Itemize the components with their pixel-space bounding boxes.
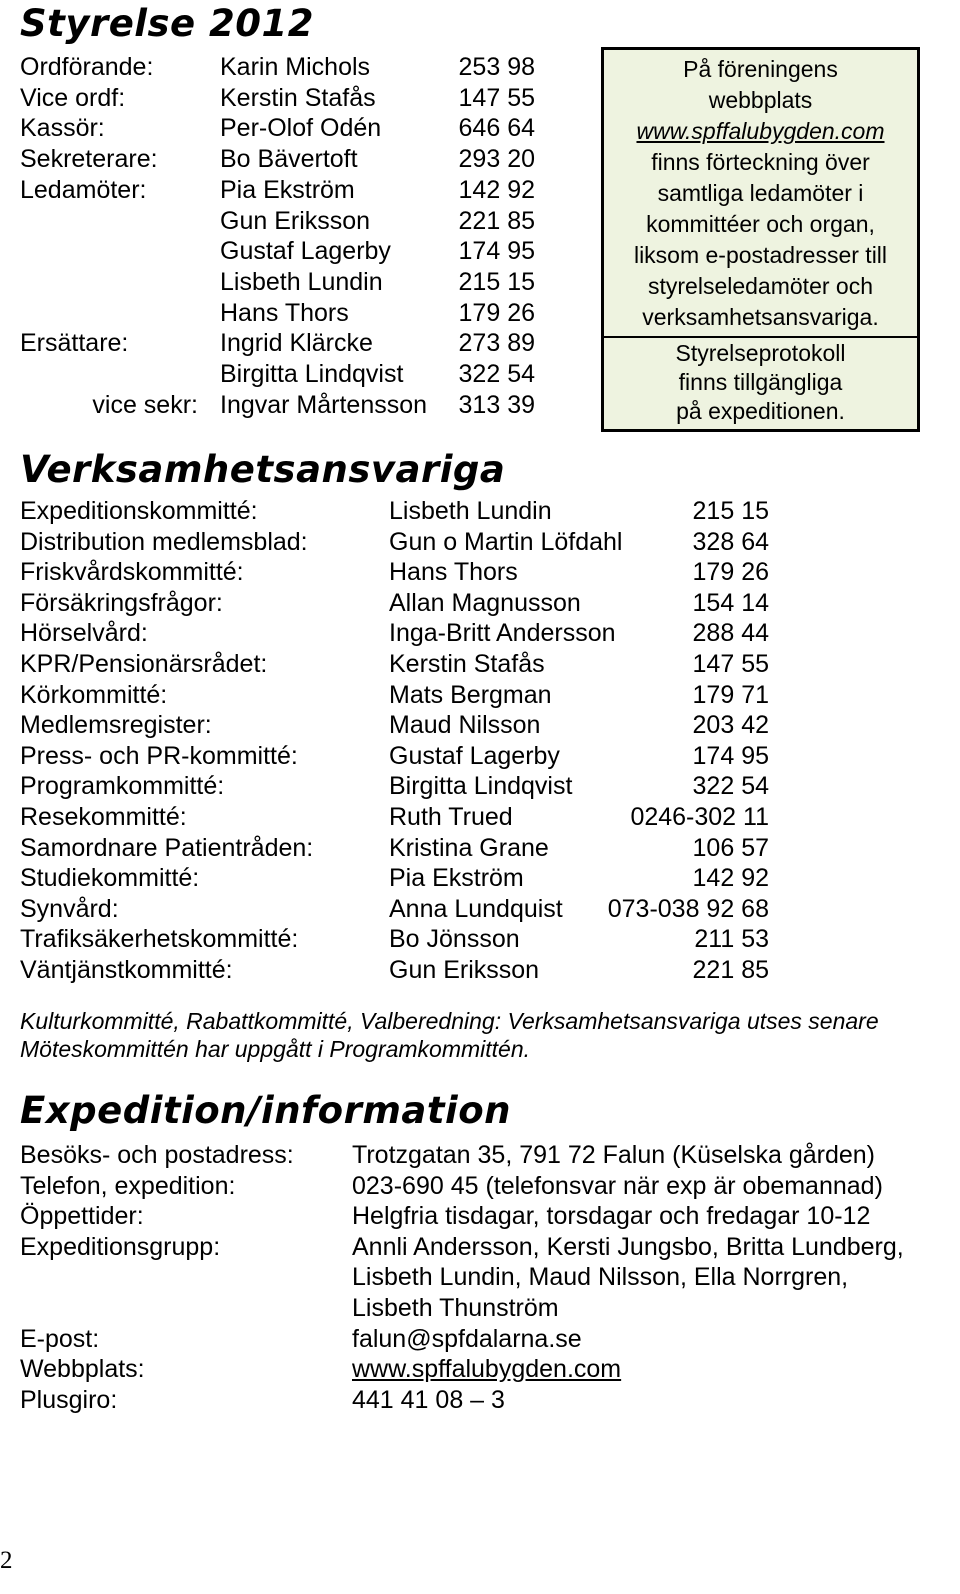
board-name: Per-Olof Odén <box>220 114 382 143</box>
responsible-row <box>0 955 800 986</box>
info-line: styrelseledamöter och <box>648 273 873 299</box>
expedition-value: Helgfria tisdagar, torsdagar och fredagar 10-12 <box>352 1202 871 1231</box>
committee-name: Hörselvård: <box>20 619 148 648</box>
responsible-phone: 328 64 <box>692 527 769 556</box>
committee-name: Friskvårdskommitté: <box>20 558 244 587</box>
responsible-phone: 215 15 <box>692 497 769 525</box>
expedition-row <box>0 1232 960 1263</box>
board-role: Kassör: <box>20 114 105 143</box>
expedition-value: Lisbeth Thunström <box>352 1294 559 1322</box>
info-line: verksamhetsansvariga. <box>642 304 879 330</box>
committee-name: Körkommitté: <box>20 680 168 709</box>
info-line: Styrelseprotokoll <box>675 340 846 366</box>
board-row <box>0 52 560 83</box>
committee-name: Trafiksäkerhetskommitté: <box>20 925 299 954</box>
board-row <box>0 298 560 329</box>
board-phone: 179 26 <box>458 298 535 327</box>
committee-name: Resekommitté: <box>20 803 187 831</box>
expedition-value: Annli Andersson, Kersti Jungsbo, Britta Lundberg, <box>352 1232 904 1261</box>
board-role: Vice ordf: <box>20 83 126 112</box>
expedition-row <box>0 1262 960 1293</box>
expedition-label: Öppettider: <box>20 1202 144 1231</box>
board-name: Birgitta Lindqvist <box>220 360 404 388</box>
responsible-phone: 174 95 <box>692 741 769 770</box>
expedition-row <box>0 1201 960 1232</box>
responsible-name: Kristina Grane <box>389 833 549 862</box>
responsible-row <box>0 771 800 802</box>
board-phone: 273 89 <box>458 329 535 358</box>
board-phone: 215 15 <box>458 267 535 296</box>
responsible-row <box>0 649 800 680</box>
responsible-phone: 0246-302 11 <box>630 803 769 831</box>
responsible-name: Pia Ekström <box>389 864 524 893</box>
board-row <box>0 390 560 421</box>
responsible-row <box>0 618 800 649</box>
board-name: Hans Thors <box>220 298 349 327</box>
responsible-phone: 179 26 <box>692 558 769 587</box>
board-phone: 221 85 <box>458 206 535 235</box>
board-name: Kerstin Stafås <box>220 83 376 112</box>
responsible-phone: 142 92 <box>692 864 769 893</box>
expedition-label: E-post: <box>20 1324 100 1353</box>
responsible-phone: 288 44 <box>692 619 769 648</box>
committee-name: Väntjänstkommitté: <box>20 956 233 984</box>
board-row <box>0 144 560 175</box>
info-line: finns förteckning över <box>651 149 870 175</box>
responsible-name: Ruth Trued <box>389 803 513 831</box>
expedition-label: Telefon, expedition: <box>20 1171 236 1200</box>
board-row <box>0 267 560 298</box>
committee-name: Press- och PR-kommitté: <box>20 741 298 770</box>
responsible-row <box>0 802 800 833</box>
verksamhet-title: Verksamhetsansvariga <box>20 448 506 491</box>
responsible-name: Gun Eriksson <box>389 956 540 984</box>
expedition-row <box>0 1354 960 1385</box>
board-name: Gustaf Lagerby <box>220 237 391 266</box>
committee-name: Programkommitté: <box>20 772 225 801</box>
responsible-row <box>0 894 800 925</box>
board-role: Ordförande: <box>20 53 154 81</box>
responsible-name: Bo Jönsson <box>389 925 520 954</box>
board-name: Ingrid Klärcke <box>220 329 373 358</box>
expedition-label: Besöks- och postadress: <box>20 1141 294 1169</box>
expedition-label: Webbplats: <box>20 1355 145 1384</box>
responsible-row <box>0 680 800 711</box>
board-name: Gun Eriksson <box>220 206 371 235</box>
committee-name: Medlemsregister: <box>20 711 212 740</box>
expedition-value: 441 41 08 – 3 <box>352 1385 505 1414</box>
responsible-phone: 106 57 <box>692 833 769 862</box>
board-row <box>0 328 560 359</box>
styrelse-title: Styrelse 2012 <box>20 2 314 45</box>
website-link[interactable]: www.spffalubygden.com <box>636 118 885 144</box>
board-phone: 322 54 <box>458 360 535 388</box>
board-row <box>0 206 560 237</box>
board-role: Ersättare: <box>20 329 129 358</box>
board-name: Ingvar Mårtensson <box>220 390 428 419</box>
responsible-phone: 322 54 <box>692 772 769 801</box>
committee-name: KPR/Pensionärsrådet: <box>20 650 268 678</box>
responsible-name: Allan Magnusson <box>389 588 581 617</box>
info-line: samtliga ledamöter i <box>657 180 864 206</box>
board-phone: 174 95 <box>458 237 535 266</box>
responsible-name: Mats Bergman <box>389 680 552 709</box>
board-row <box>0 175 560 206</box>
responsible-name: Hans Thors <box>389 558 518 587</box>
responsible-row <box>0 496 800 527</box>
board-name: Karin Michols <box>220 53 371 81</box>
page-number: 2 <box>0 1547 13 1574</box>
responsible-row <box>0 710 800 741</box>
expedition-value[interactable]: falun@spfdalarna.se <box>352 1324 582 1353</box>
responsible-name: Kerstin Stafås <box>389 650 545 678</box>
responsible-row <box>0 588 800 619</box>
website-link[interactable]: www.spffalubygden.com <box>352 1355 622 1384</box>
expedition-row <box>0 1171 960 1202</box>
responsible-row <box>0 924 800 955</box>
committee-name: Expeditionskommitté: <box>20 497 258 525</box>
board-phone: 293 20 <box>458 145 535 174</box>
expedition-row <box>0 1385 960 1416</box>
responsible-phone: 211 53 <box>694 925 769 954</box>
expedition-label: Expeditionsgrupp: <box>20 1232 221 1261</box>
info-box <box>601 47 920 432</box>
board-row <box>0 359 560 390</box>
responsible-name: Birgitta Lindqvist <box>389 772 573 801</box>
info-line: kommittéer och organ, <box>646 211 875 237</box>
expedition-value: Trotzgatan 35, 791 72 Falun (Küselska gården) <box>352 1141 875 1169</box>
board-role: vice sekr: <box>92 390 198 419</box>
responsible-row <box>0 833 800 864</box>
board-role: Sekreterare: <box>20 145 158 174</box>
board-name: Bo Bävertoft <box>220 145 358 174</box>
responsible-name: Gun o Martin Löfdahl <box>389 527 623 556</box>
expedition-label: Plusgiro: <box>20 1385 118 1414</box>
responsible-row <box>0 741 800 772</box>
responsible-row <box>0 557 800 588</box>
board-row <box>0 113 560 144</box>
responsible-row <box>0 863 800 894</box>
expedition-value: Lisbeth Lundin, Maud Nilsson, Ella Norrgren, <box>352 1263 849 1292</box>
note-line: Möteskommittén har uppgått i Programkommittén. <box>20 1036 531 1062</box>
board-phone: 142 92 <box>458 175 535 204</box>
board-name: Pia Ekström <box>220 175 355 204</box>
board-row <box>0 236 560 267</box>
board-row <box>0 83 560 114</box>
board-phone: 646 64 <box>458 114 535 143</box>
committee-name: Distribution medlemsblad: <box>20 527 308 556</box>
responsible-phone: 154 14 <box>692 588 769 617</box>
info-line: på expeditionen. <box>676 398 845 424</box>
committee-name: Samordnare Patientråden: <box>20 833 314 862</box>
board-phone: 253 98 <box>458 53 535 81</box>
responsible-phone: 147 55 <box>692 650 769 678</box>
committee-name: Försäkringsfrågor: <box>20 588 223 617</box>
note-line: Kulturkommitté, Rabattkommitté, Valberedning: Verksamhetsansvariga utses senare <box>20 1008 879 1034</box>
responsible-phone: 221 85 <box>692 956 769 984</box>
responsible-name: Maud Nilsson <box>389 711 541 740</box>
expedition-row <box>0 1324 960 1355</box>
committee-name: Studiekommitté: <box>20 864 200 893</box>
expedition-row <box>0 1293 960 1324</box>
committee-name: Synvård: <box>20 894 119 923</box>
responsible-phone: 179 71 <box>692 680 769 709</box>
expedition-value: 023-690 45 (telefonsvar när exp är obemannad) <box>352 1171 883 1200</box>
info-line: finns tillgängliga <box>678 369 843 395</box>
expedition-row <box>0 1140 960 1171</box>
info-line: liksom e-postadresser till <box>633 242 888 268</box>
responsible-name: Inga-Britt Andersson <box>389 619 616 648</box>
responsible-phone: 073-038 92 68 <box>607 894 769 923</box>
responsible-name: Anna Lundquist <box>389 894 563 923</box>
board-phone: 147 55 <box>458 83 535 112</box>
expedition-title: Expedition/information <box>20 1089 511 1132</box>
info-line: På föreningens <box>683 56 838 82</box>
info-line: webbplats <box>708 87 813 113</box>
board-name: Lisbeth Lundin <box>220 267 383 296</box>
board-role: Ledamöter: <box>20 175 147 204</box>
responsible-name: Lisbeth Lundin <box>389 497 552 525</box>
responsible-phone: 203 42 <box>692 711 769 740</box>
responsible-row <box>0 527 800 558</box>
board-phone: 313 39 <box>458 390 535 419</box>
responsible-name: Gustaf Lagerby <box>389 741 560 770</box>
